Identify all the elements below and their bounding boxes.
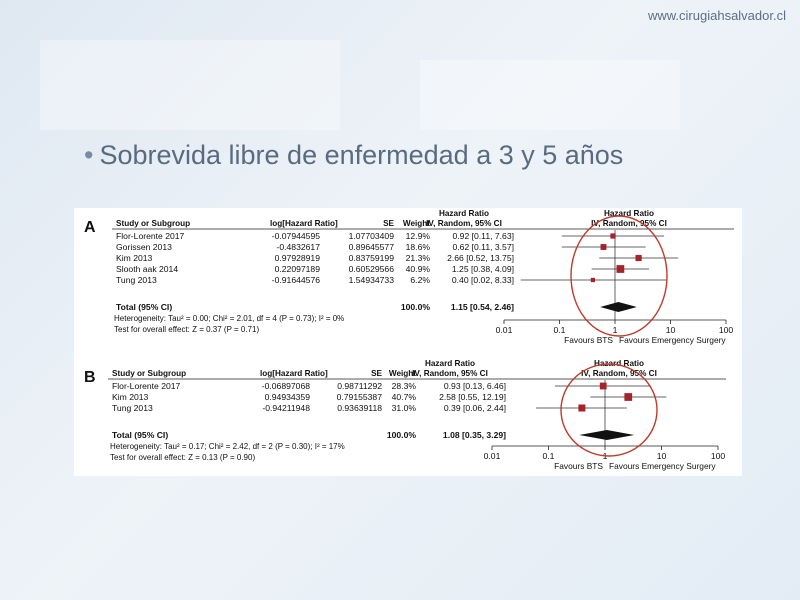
plot-header-sub: IV, Random, 95% CI [591, 219, 667, 228]
study-ci: 2.58 [0.55, 12.19] [439, 392, 506, 402]
study-weight: 12.9% [405, 231, 430, 241]
column-header-hr-sub: IV, Random, 95% CI [412, 369, 488, 378]
point-estimate-marker [601, 244, 607, 250]
total-ci: 1.08 [0.35, 3.29] [442, 430, 506, 440]
overall-effect-text: Test for overall effect: Z = 0.13 (P = 0.90) [110, 453, 256, 462]
background-panel [40, 40, 340, 130]
panel-label: B [84, 369, 96, 386]
study-loghr: -0.07944595 [271, 231, 320, 241]
total-label: Total (95% CI) [116, 302, 173, 312]
x-tick-label: 10 [665, 325, 676, 335]
study-loghr: 0.97928919 [274, 253, 320, 263]
column-header-se: SE [371, 369, 382, 378]
study-ci: 0.92 [0.11, 7.63] [452, 231, 514, 241]
study-ci: 0.62 [0.11, 3.57] [452, 242, 514, 252]
column-header-weight: Weight [402, 219, 430, 228]
column-header-loghr: log[Hazard Ratio] [260, 369, 328, 378]
study-name: Slooth aak 2014 [116, 264, 179, 274]
point-estimate-marker [636, 255, 642, 261]
study-se: 0.79155387 [336, 392, 382, 402]
study-weight: 31.0% [391, 403, 416, 413]
x-tick-label: 0.1 [542, 451, 555, 461]
column-header-loghr: log[Hazard Ratio] [270, 219, 338, 228]
x-tick-label: 100 [718, 325, 734, 335]
study-se: 0.83759199 [348, 253, 394, 263]
point-estimate-marker [578, 404, 585, 411]
favours-left-label: Favours BTS [564, 335, 613, 345]
study-loghr: 0.22097189 [274, 264, 320, 274]
heterogeneity-text: Heterogeneity: Tau² = 0.00; Chi² = 2.01, df = 4 (P = 0.73); I² = 0% [114, 314, 345, 323]
study-weight: 21.3% [405, 253, 430, 263]
forest-plot-svg [74, 208, 742, 476]
study-loghr: -0.4832617 [276, 242, 320, 252]
plot-header-top: Hazard Ratio [603, 209, 655, 218]
x-tick-label: 10 [656, 451, 667, 461]
study-weight: 40.9% [405, 264, 430, 274]
plot-header-top: Hazard Ratio [593, 359, 645, 368]
study-ci: 1.25 [0.38, 4.09] [451, 264, 514, 274]
study-name: Tung 2013 [112, 403, 153, 413]
summary-diamond [579, 430, 634, 440]
favours-right-label: Favours Emergency Surgery [619, 335, 726, 345]
study-ci: 2.66 [0.52, 13.75] [447, 253, 514, 263]
study-weight: 18.6% [405, 242, 430, 252]
study-loghr: -0.94211948 [262, 403, 310, 413]
study-weight: 28.3% [391, 381, 416, 391]
study-loghr: -0.91644576 [271, 275, 320, 285]
x-tick-label: 1 [602, 451, 608, 461]
study-ci: 0.93 [0.13, 6.46] [443, 381, 506, 391]
point-estimate-marker [617, 265, 625, 273]
point-estimate-marker [591, 278, 595, 282]
column-header-hr: Hazard Ratio [438, 209, 490, 218]
slide-bullet [84, 140, 623, 171]
column-header-weight: Weight [388, 369, 416, 378]
panel-label: A [84, 219, 96, 236]
total-ci: 1.15 [0.54, 2.46] [450, 302, 514, 312]
study-weight: 6.2% [410, 275, 430, 285]
favours-left-label: Favours BTS [554, 461, 603, 471]
study-ci: 0.39 [0.06, 2.44] [443, 403, 506, 413]
total-weight: 100.0% [386, 430, 416, 440]
heterogeneity-text: Heterogeneity: Tau² = 0.17; Chi² = 2.42, df = 2 (P = 0.30); I² = 17% [110, 442, 345, 451]
site-url: www.cirugiahsalvador.cl [647, 8, 786, 23]
summary-diamond [600, 302, 637, 312]
study-se: 0.60529566 [348, 264, 394, 274]
study-loghr: 0.94934359 [264, 392, 310, 402]
study-ci: 0.40 [0.02, 8.33] [451, 275, 514, 285]
column-header-hr: Hazard Ratio [424, 359, 476, 368]
x-tick-label: 0.01 [495, 325, 513, 335]
study-se: 0.89645577 [348, 242, 394, 252]
study-se: 0.93639118 [337, 403, 382, 413]
point-estimate-marker [600, 383, 607, 390]
study-se: 0.98711292 [337, 381, 382, 391]
plot-header-sub: IV, Random, 95% CI [581, 369, 657, 378]
x-tick-label: 100 [710, 451, 726, 461]
total-label: Total (95% CI) [112, 430, 169, 440]
highlight-ellipse [571, 216, 667, 336]
x-tick-label: 0.01 [483, 451, 501, 461]
overall-effect-text: Test for overall effect: Z = 0.37 (P = 0.71) [114, 325, 260, 334]
study-se: 1.07703409 [348, 231, 394, 241]
study-name: Gorissen 2013 [116, 242, 172, 252]
study-name: Kim 2013 [116, 253, 153, 263]
study-se: 1.54934733 [348, 275, 394, 285]
column-header-study: Study or Subgroup [116, 219, 191, 228]
point-estimate-marker [610, 233, 615, 238]
column-header-hr-sub: IV, Random, 95% CI [426, 219, 502, 228]
bullet-dot-icon: • [84, 140, 94, 170]
point-estimate-marker [624, 393, 632, 401]
study-weight: 40.7% [391, 392, 416, 402]
x-tick-label: 1 [612, 325, 618, 335]
column-header-se: SE [383, 219, 394, 228]
column-header-study: Study or Subgroup [112, 369, 187, 378]
study-loghr: -0.06897068 [261, 381, 310, 391]
study-name: Flor-Lorente 2017 [112, 381, 181, 391]
x-tick-label: 0.1 [553, 325, 566, 335]
study-name: Tung 2013 [116, 275, 157, 285]
study-name: Flor-Lorente 2017 [116, 231, 185, 241]
forest-plot-figure [74, 208, 742, 476]
background-panel [420, 60, 680, 130]
bullet-text: Sobrevida libre de enfermedad a 3 y 5 años [99, 140, 624, 170]
total-weight: 100.0% [400, 302, 430, 312]
study-name: Kim 2013 [112, 392, 149, 402]
favours-right-label: Favours Emergency Surgery [609, 461, 716, 471]
